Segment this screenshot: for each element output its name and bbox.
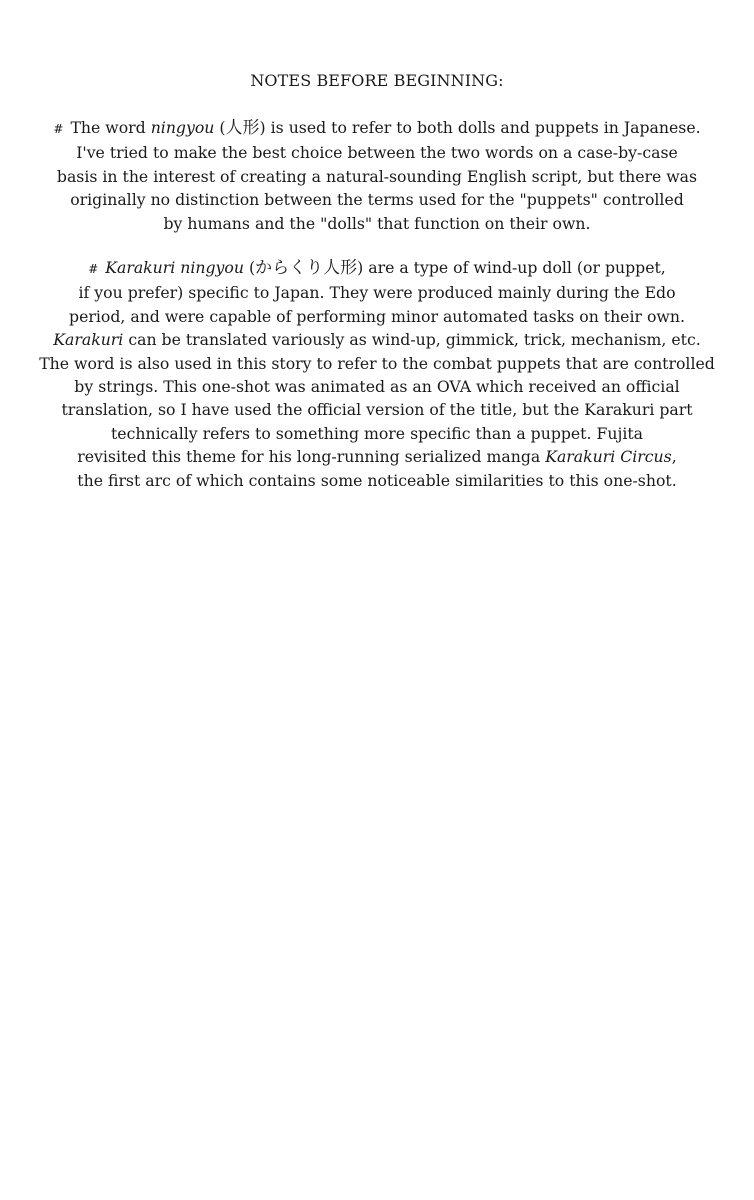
- note-line: [0, 445, 754, 468]
- paren-open: (: [219, 118, 226, 137]
- note-line: The word is also used in this story to refer to the combat puppets that are controlled: [39, 353, 715, 373]
- term-karakuri-ningyou: Karakuri ningyou: [105, 258, 244, 277]
- paren-open: (: [248, 258, 256, 277]
- paren-close: ): [259, 118, 266, 137]
- note-text: are a type of wind-up doll (or puppet,: [368, 258, 666, 277]
- term-karakuri: Karakuri: [53, 330, 124, 350]
- note-karakuri-ningyou: [0, 256, 754, 492]
- kanji-ningyou: 人形: [225, 118, 260, 138]
- title-karakuri-circus: Karakuri Circus: [545, 447, 672, 467]
- note-line: originally no distinction between the terms used for the "puppets" controlled: [70, 190, 684, 210]
- note-line: period, and were capable of performing minor automated tasks on their own.: [69, 306, 685, 326]
- punctuation: ,: [671, 447, 677, 467]
- note-text: The word: [70, 118, 146, 137]
- note-ningyou: [0, 116, 754, 235]
- note-line: [0, 256, 754, 281]
- note-line: [0, 116, 754, 141]
- note-line: if you prefer) specific to Japan. They were produced mainly during the Edo: [78, 283, 676, 303]
- note-line: by humans and the "dolls" that function on their own.: [163, 213, 591, 233]
- note-text: revisited this theme for his long-running serialized manga: [77, 447, 541, 467]
- note-text: is used to refer to both dolls and puppets in Japanese.: [270, 118, 701, 137]
- note-line: I've tried to make the best choice between the two words on a case-by-case: [76, 143, 678, 163]
- note-line: by strings. This one-shot was animated as an OVA which received an official: [74, 377, 680, 397]
- note-marker: #: [53, 122, 64, 136]
- note-line: basis in the interest of creating a natural-sounding English script, but there was: [56, 166, 698, 186]
- note-line: the first arc of which contains some noticeable similarities to this one-shot.: [77, 470, 677, 490]
- term-ningyou: ningyou: [150, 118, 215, 137]
- paren-close: ): [357, 258, 364, 277]
- note-text: can be translated variously as wind-up, gimmick, trick, mechanism, etc.: [128, 330, 701, 350]
- page-heading: NOTES BEFORE BEGINNING:: [250, 71, 504, 90]
- note-marker: #: [88, 262, 99, 276]
- note-line: translation, so I have used the official version of the title, but the Karakuri part: [61, 400, 693, 420]
- kana-karakuri-ningyou: からくり人形: [255, 258, 358, 278]
- note-line: technically refers to something more specific than a puppet. Fujita: [111, 423, 643, 443]
- note-line: [0, 328, 754, 351]
